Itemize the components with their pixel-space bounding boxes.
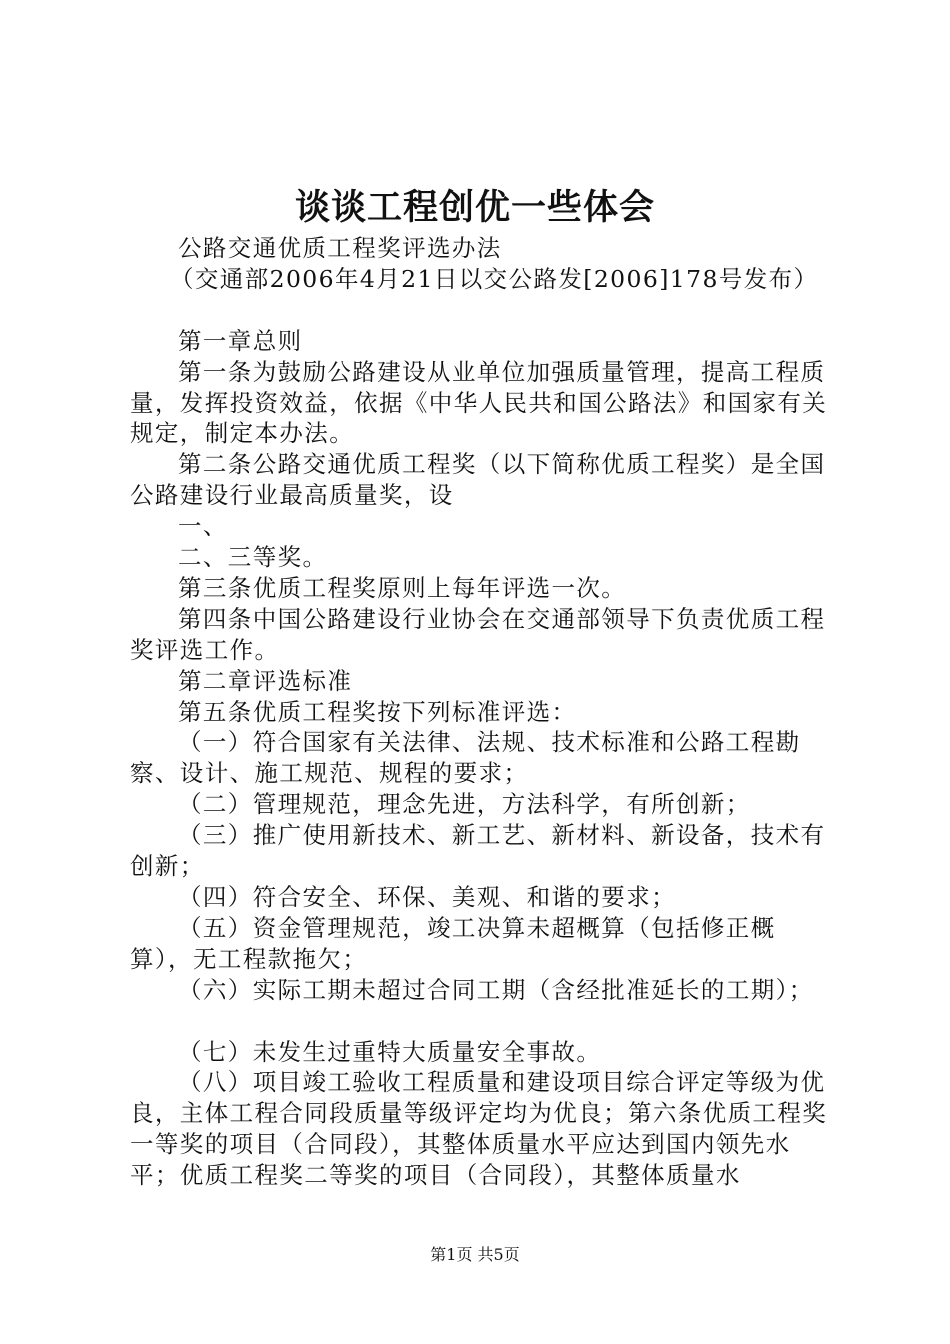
paragraph-article-1: 第一条为鼓励公路建设从业单位加强质量管理，提高工程质量，发挥投资效益，依据《中华人民共和国公路法》和国家有关规定，制定本办法。 — [130, 357, 828, 448]
paragraph-chapter-1: 第一章总则 — [178, 326, 303, 355]
blank-line — [130, 1006, 835, 1037]
paragraph-article-5: 第五条优质工程奖按下列标准评选： — [178, 697, 577, 726]
page-number-footer: 第1页 共5页 — [430, 1245, 520, 1264]
paragraph-criterion-1: （一）符合国家有关法律、法规、技术标准和公路工程勘察、设计、施工规范、规程的要求； — [130, 728, 801, 788]
paragraph-chapter-2: 第二章评选标准 — [178, 666, 353, 695]
paragraph-criterion-2: （二）管理规范，理念先进，方法科学，有所创新； — [178, 790, 751, 819]
paragraph-criterion-8: （八）项目竣工验收工程质量和建设项目综合评定等级为优良，主体工程合同段质量等级评定均为优良；第六条优质工程奖一等奖的项目（合同段），其整体质量水平应达到国内领先水平；优质工程奖二等奖的项目（合同段），其整体质量水 — [130, 1068, 828, 1190]
paragraph-article-4: 第四条中国公路建设行业协会在交通部领导下负责优质工程奖评选工作。 — [130, 604, 826, 664]
blank-line — [130, 295, 835, 326]
paragraph-subtitle: 公路交通优质工程奖评选办法 — [178, 234, 502, 262]
paragraph-criterion-7: （七）未发生过重特大质量安全事故。 — [178, 1037, 602, 1066]
paragraph-article-3: 第三条优质工程奖原则上每年评选一次。 — [178, 573, 627, 602]
paragraph-criterion-4: （四）符合安全、环保、美观、和谐的要求； — [178, 883, 676, 912]
document-title: 谈谈工程创优一些体会 — [294, 187, 655, 228]
document-body — [130, 233, 835, 1191]
paragraph-criterion-5: （五）资金管理规范，竣工决算未超概算（包括修正概算），无工程款拖欠； — [130, 913, 776, 973]
paragraph-item-two-three: 二、三等奖。 — [178, 543, 328, 572]
paragraph-issuance-note: （交通部2006年4月21日以交公路发[2006]178号发布） — [170, 264, 819, 293]
paragraph-criterion-3: （三）推广使用新技术、新工艺、新材料、新设备，技术有创新； — [130, 821, 826, 881]
paragraph-criterion-6: （六）实际工期未超过合同工期（含经批准延长的工期）； — [178, 975, 814, 1004]
paragraph-article-2: 第二条公路交通优质工程奖（以下简称优质工程奖）是全国公路建设行业最高质量奖，设 — [130, 450, 826, 510]
paragraph-item-one: 一、 — [178, 512, 228, 541]
